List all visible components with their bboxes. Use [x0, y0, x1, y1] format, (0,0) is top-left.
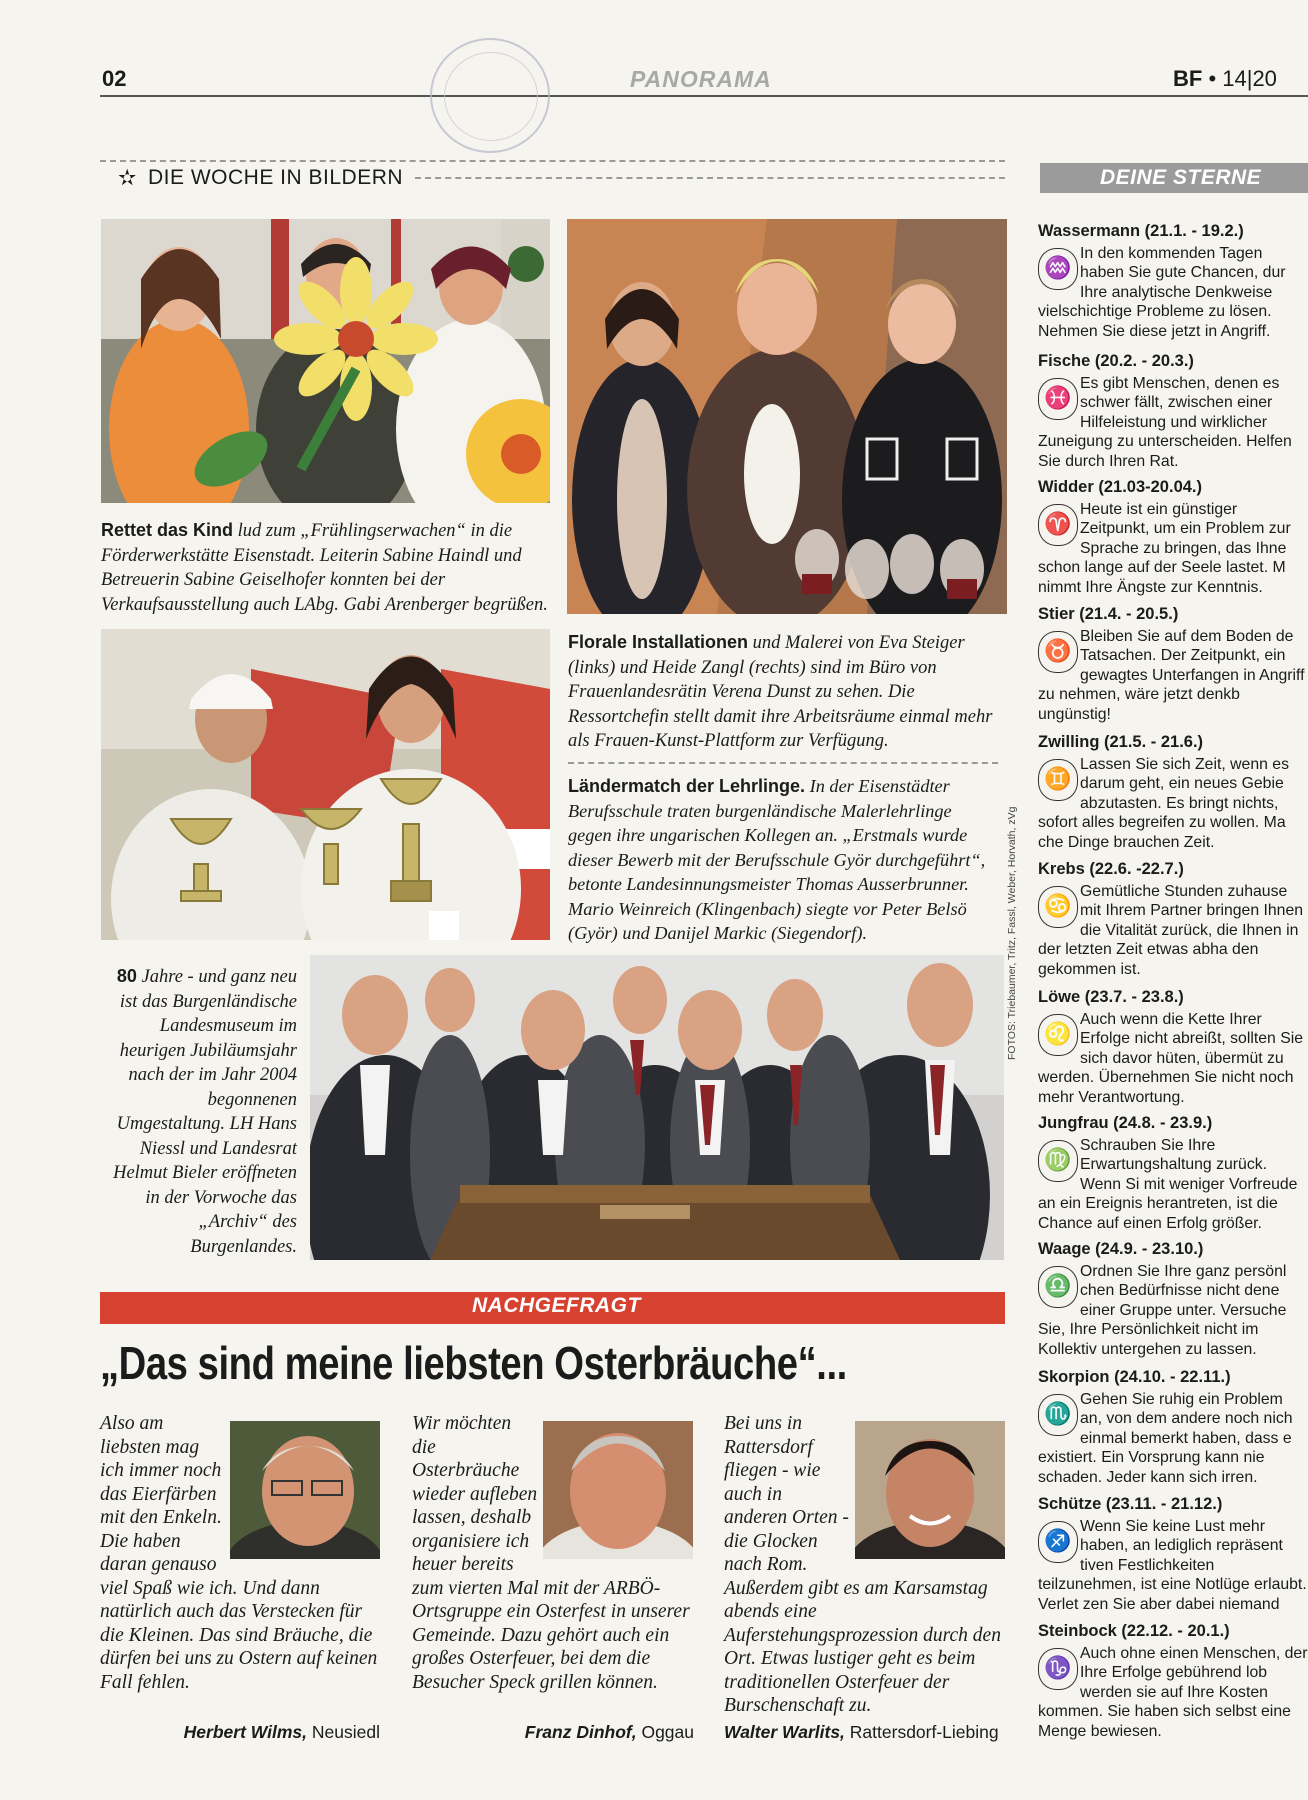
quote-text: Bei uns in Rattersdorf fliegen - wie auch in anderen Orten - die Glocken nach Rom. Außerdem gibt es am Karsamstag abends eine Auferstehungsprozession durch den Ort. Etwas lustiger geht es beim traditionellen Osterfeuer der Burschenschaft zu. [724, 1413, 1001, 1716]
portrait-spacer [228, 1412, 380, 1562]
horoscope-zwilling [1038, 733, 1308, 853]
portrait-spacer [542, 1412, 694, 1562]
caption-rettet [101, 518, 550, 617]
sign-name: Zwilling (21.5. - 21.6.) [1038, 733, 1204, 751]
issue-label: BF • 14|20 [1173, 66, 1277, 91]
caption-lead: Ländermatch der Lehrlinge. [568, 776, 806, 796]
quote-text: Wir möchten die Osterbräuche wieder aufleben lassen, deshalb organisiere ich heuer bereits zum vierten Mal mit der ARBÖ-Ortsgruppe ein Osterfest in unserer Gemeinde. Dazu gehört auch ein großes Osterfeuer, bei dem die Besucher Speck grillen können. [412, 1413, 690, 1693]
aquarius-icon: ♒ [1038, 248, 1078, 290]
sign-text: Gemütliche Stunden zuhause mit Ihrem Partner bringen Ihnen die Vitalität zurück, die Ihnen in der letzten Zeit etwas abha den gekommen ist. [1038, 882, 1304, 978]
pisces-icon: ♓ [1038, 378, 1078, 420]
horoscope-loewe [1038, 988, 1308, 1108]
cancer-icon: ♋ [1038, 886, 1078, 928]
quote-text: Also am liebsten mag ich immer noch das Eierfärben mit den Enkeln. Die haben daran genauso viel Spaß wie ich. Und dann natürlich auch das Verstecken für die Kleinen. Das sind Bräuche, die dürfen bei uns zu Ostern auf keinen Fall fehlen. [100, 1413, 378, 1693]
photo-laendermatch [101, 629, 550, 940]
sign-text: Auch ohne einen Menschen, der Ihre Erfolge gebührend lob werden sie auf Ihre Kosten kommen. Sie haben sich selbst eine Menge bewiesen. [1038, 1644, 1308, 1740]
caption-lead: 80 [116, 966, 137, 986]
photo-florale-installationen [567, 219, 1007, 614]
horoscope-widder [1038, 478, 1308, 598]
header-rule [100, 95, 1308, 97]
sign-name: Steinbock (22.12. - 20.1.) [1038, 1622, 1230, 1640]
caption-lead: Rettet das Kind [101, 520, 234, 540]
aries-icon: ♈ [1038, 504, 1078, 546]
caption-museum [101, 964, 297, 1259]
quote-place: Neusiedl [307, 1722, 380, 1742]
horoscope-waage [1038, 1240, 1308, 1360]
scorpio-icon: ♏ [1038, 1394, 1078, 1436]
woche-title: DIE WOCHE IN BILDERN [148, 166, 404, 189]
quote-herbert-wilms [100, 1412, 380, 1694]
horoscope-schuetze [1038, 1495, 1308, 1615]
page-number: 02 [102, 66, 127, 91]
archive-stamp [430, 38, 550, 153]
quote-name: Franz Dinhof, [524, 1722, 637, 1742]
sign-name: Wassermann (21.1. - 19.2.) [1038, 222, 1244, 240]
signature-2 [412, 1722, 694, 1743]
horoscope-stier [1038, 605, 1308, 725]
sign-name: Jungfrau (24.8. - 23.9.) [1038, 1114, 1213, 1132]
caption-florale [568, 630, 998, 754]
sagittarius-icon: ♐ [1038, 1521, 1078, 1563]
sign-name: Stier (21.4. - 20.5.) [1038, 605, 1179, 623]
photo-rettet-das-kind [101, 219, 550, 503]
horoscope-title: DEINE STERNE [1100, 166, 1262, 189]
horoscope-skorpion [1038, 1368, 1308, 1488]
sign-name: Schütze (23.11. - 21.12.) [1038, 1495, 1223, 1513]
quote-place: Rattersdorf-Liebing [844, 1722, 999, 1742]
sign-text: Auch wenn die Kette Ihrer Erfolge nicht abreißt, sollten Sie sich davor hüten, übermüt zu werden. Übernehmen Sie nicht noch mehr Verantwortung. [1038, 1010, 1304, 1106]
quote-franz-dinhof [412, 1412, 694, 1694]
sign-name: Widder (21.03-20.04.) [1038, 478, 1203, 496]
quote-name: Walter Warlits, [724, 1722, 845, 1742]
quote-walter-warlits [724, 1412, 1005, 1718]
taurus-icon: ♉ [1038, 631, 1078, 673]
sign-name: Löwe (23.7. - 23.8.) [1038, 988, 1184, 1006]
caption-text: In der Eisenstädter Berufsschule traten burgenländische Malerlehrlinge gegen ihre ungarischen Kollegen an. „Erstmals wurde dieser Bewerb mit der Berufsschule Györ durchgeführt“, betonte Landesinnungsmeister Thomas Ausserbrunner. Mario Weinreich (Klingenbach) siegte vor Peter Belsö (Györ) und Danijel Markic (Siegendorf). [568, 776, 986, 943]
photo-landesmuseum [310, 955, 1004, 1260]
sign-text: Es gibt Menschen, denen es schwer fällt, zwischen einer Hilfeleistung und wirklicher Zuneigung zu unterscheiden. Helfen Sie durch Ihren Rat. [1038, 374, 1292, 470]
heading-dash [415, 177, 1005, 179]
caption-text: lud zum „Frühlingserwachen“ in die Förderwerkstätte Eisenstadt. Leiterin Sabine Haindl und Betreuerin Sabine Geiselhofer konnten bei der Verkaufsausstellung auch LAbg. Gabi Arenberger begrüßen. [101, 521, 548, 615]
sign-text: Heute ist ein günstiger Zeitpunkt, um ein Problem zur Sprache zu bringen, das Ihne schon lange auf der Seele lastet. M nimmt Ihre Ängste zur Kenntnis. [1038, 500, 1291, 596]
paper-name: BF [1173, 66, 1203, 91]
caption-text: und Malerei von Eva Steiger (links) und Heide Zangl (rechts) sind im Büro von Frauenlandesrätin Verena Dunst zu sehen. Die Ressortchefin stellt damit ihre Arbeitsräume einmal mehr als Frauen-Kunst-Plattform zur Verfügung. [568, 633, 993, 751]
sign-text: Schrauben Sie Ihre Erwartungshaltung zurück. Wenn Si mit weniger Vorfreude an ein Ereignis herantreten, ist die Chance auf einen Erfolg größer. [1038, 1136, 1298, 1232]
section-title: PANORAMA [630, 66, 772, 92]
virgo-icon: ♍ [1038, 1140, 1078, 1182]
caption-text: Jahre - und ganz neu ist das Burgenländische Landesmuseum im heurigen Jubiläumsjahr nach der im Jahr 2004 begonnenen Umgestaltung. LH Hans Niessl und Landesrat Helmut Bieler eröffneten in der Vorwoche das „Archiv“ des Burgenlandes. [113, 967, 297, 1257]
leo-icon: ♌ [1038, 1014, 1078, 1056]
issue-number: 14|20 [1222, 66, 1277, 91]
sign-name: Waage (24.9. - 23.10.) [1038, 1240, 1204, 1258]
quote-name: Herbert Wilms, [183, 1722, 308, 1742]
horoscope-jungfrau [1038, 1114, 1308, 1234]
sign-name: Fische (20.2. - 20.3.) [1038, 352, 1194, 370]
sign-text: Ordnen Sie Ihre ganz persönl chen Bedürfnisse nicht dene einer Gruppe unter. Versuche Sie, Ihre Persönlichkeit nicht im Kollektiv untergehen zu lassen. [1038, 1262, 1287, 1358]
signature-1 [100, 1722, 380, 1743]
caption-laendermatch [568, 774, 998, 946]
portrait-spacer [853, 1412, 1005, 1562]
horoscope-wassermann [1038, 222, 1308, 346]
quote-place: Oggau [636, 1722, 694, 1742]
sign-text: Lassen Sie sich Zeit, wenn es darum geht, ein neues Gebie abzutasten. Es bringt nichts, sofort alles begreifen zu wollen. Ma che Dinge brauchen Zeit. [1038, 755, 1289, 851]
signature-3 [724, 1722, 1005, 1743]
sign-text: Wenn Sie keine Lust mehr haben, an lediglich repräsent tiven Festlichkeiten teilzunehmen, ist eine Notlüge erlaubt. Verlet zen Sie aber dabei niemand [1038, 1517, 1307, 1613]
sign-name: Skorpion (24.10. - 22.11.) [1038, 1368, 1231, 1386]
nachgefragt-headline: „Das sind meine liebsten Osterbräuche“... [100, 1337, 847, 1389]
sign-text: Bleiben Sie auf dem Boden de Tatsachen. Der Zeitpunkt, ein gewagtes Unterfangen in Angriff zu nehmen, wäre jetzt denkb ungünstig! [1038, 627, 1305, 723]
sign-name: Krebs (22.6. -22.7.) [1038, 860, 1184, 878]
horoscope-steinbock [1038, 1622, 1308, 1742]
horoscope-fische [1038, 352, 1308, 472]
section-divider [100, 160, 1005, 162]
caption-lead: Florale Installationen [568, 632, 749, 652]
caption-divider [568, 762, 998, 764]
photo-credit: FOTOS: Triebaumer, Tritz, Fassl, Weber, Horvath, zVg [1006, 806, 1018, 1060]
star-icon: ✫ [118, 165, 137, 190]
horoscope-krebs [1038, 860, 1308, 980]
sign-text: Gehen Sie ruhig ein Problem an, von dem andere noch nich einmal bemerkt haben, dass e existiert. Ein Vorsprung kann nie schaden. Jeder kann sich irren. [1038, 1390, 1293, 1486]
nachgefragt-label: NACHGEFRAGT [472, 1294, 641, 1317]
capricorn-icon: ♑ [1038, 1648, 1078, 1690]
libra-icon: ♎ [1038, 1266, 1078, 1308]
gemini-icon: ♊ [1038, 759, 1078, 801]
sign-text: In den kommenden Tagen haben Sie gute Chancen, dur Ihre analytische Denkweise vielschichtige Probleme zu lösen. Nehmen Sie diese jetzt in Angriff. [1038, 244, 1286, 340]
